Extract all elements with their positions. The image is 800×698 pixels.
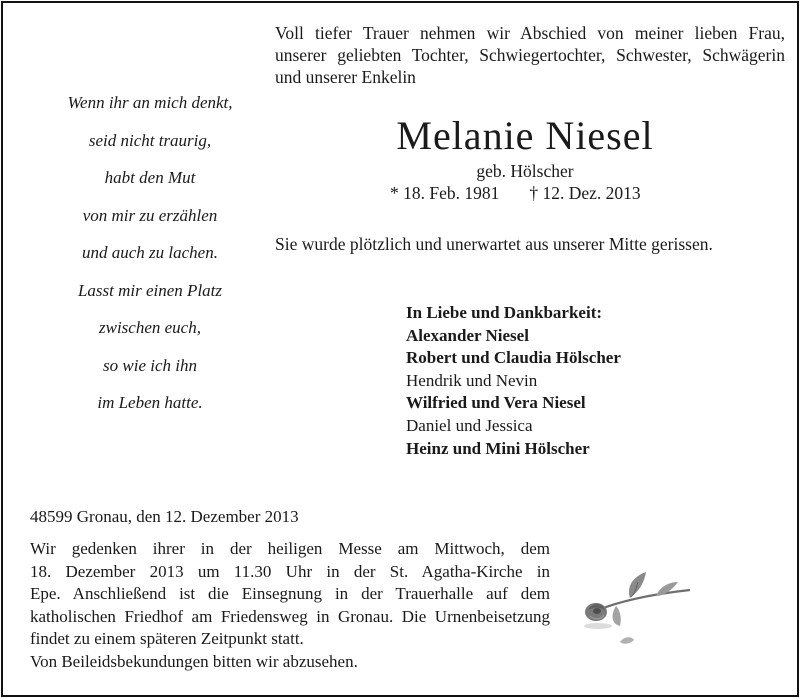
deceased-name: Melanie Niesel xyxy=(396,113,654,158)
mourner-line: Heinz und Mini Hölscher xyxy=(406,438,590,458)
birth-date: * 18. Feb. 1981 xyxy=(390,183,500,203)
poem-line: zwischen euch, xyxy=(99,318,201,337)
mourner-line: Alexander Niesel xyxy=(406,325,529,345)
poem xyxy=(40,90,260,428)
poem-line: so wie ich ihn xyxy=(103,355,197,375)
poem-line: und auch zu lachen. xyxy=(82,243,218,262)
place-date: 48599 Gronau, den 12. Dezember 2013 xyxy=(30,507,299,526)
intro-line: Voll tiefer Trauer nehmen wir Abschied von meiner lieben Frau, xyxy=(275,23,785,43)
mourner-line: In Liebe und Dankbarkeit: xyxy=(406,303,603,322)
poem-line: habt den Mut xyxy=(104,168,196,187)
intro-text xyxy=(275,22,785,88)
mourner-line: Hendrik und Nevin xyxy=(406,370,538,390)
notice-line: Von Beileidsbekundungen bitten wir abzusehen. xyxy=(30,651,358,671)
intro-line: unserer geliebten Tochter, Schwiegertochter, Schwester, Schwägerin xyxy=(275,45,785,65)
service-notice xyxy=(30,538,550,674)
death-date: † 12. Dez. 2013 xyxy=(529,183,641,203)
poem-line: Wenn ihr an mich denkt, xyxy=(67,93,233,112)
notice-line: 18. Dezember 2013 um 11.30 Uhr in der St. Agatha-Kirche in xyxy=(30,561,550,581)
life-dates xyxy=(390,182,641,204)
poem-line: Lasst mir einen Platz xyxy=(77,280,223,300)
mourner-line: Robert und Claudia Hölscher xyxy=(406,348,621,368)
notice-line: Epe. Anschließend ist die Einsegnung in der Trauerhalle auf dem xyxy=(30,584,550,604)
birth-name: geb. Hölscher xyxy=(476,161,574,181)
poem-line: im Leben hatte. xyxy=(97,393,203,412)
mourners-list xyxy=(406,302,621,460)
notice-line: findet zu einem späteren Zeitpunkt statt. xyxy=(30,629,304,649)
notice-line: katholischen Friedhof am Friedensweg in Gronau. Die Urnenbeisetzung xyxy=(30,606,550,626)
notice-line: Wir gedenken ihrer in der heiligen Messe am Mittwoch, dem xyxy=(30,539,550,558)
sudden-text: Sie wurde plötzlich und unerwartet aus unserer Mitte gerissen. xyxy=(275,234,713,254)
mourner-line: Daniel und Jessica xyxy=(406,415,533,435)
rose-icon xyxy=(568,560,698,650)
poem-line: von mir zu erzählen xyxy=(82,205,218,225)
poem-line: seid nicht traurig, xyxy=(88,130,212,150)
mourner-line: Wilfried und Vera Niesel xyxy=(406,393,586,413)
intro-line: und unserer Enkelin xyxy=(275,67,416,87)
